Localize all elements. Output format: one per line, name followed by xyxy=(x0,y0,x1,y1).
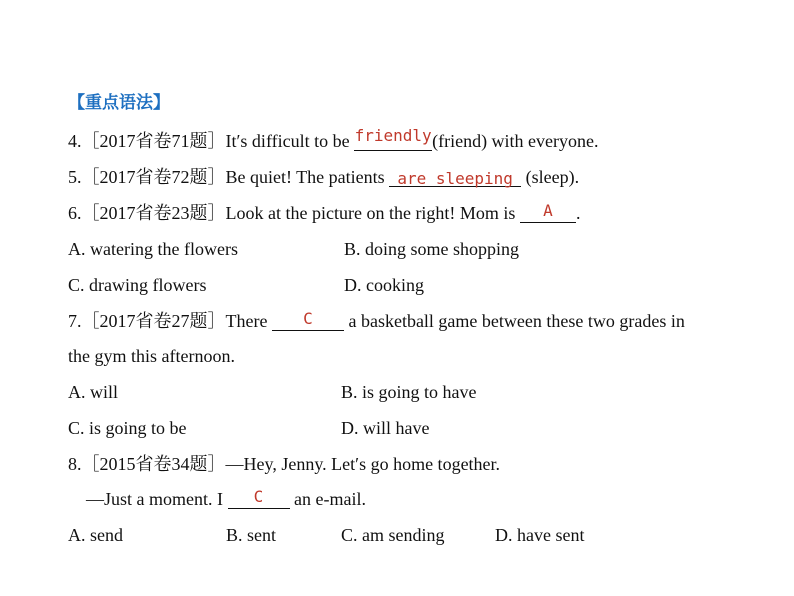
question-7-option-b: B. is going to have xyxy=(341,382,477,402)
question-6-answer: A xyxy=(543,201,553,220)
question-6-suffix: . xyxy=(575,203,581,223)
question-8-option-c: C. am sending xyxy=(341,525,445,545)
question-5-blank xyxy=(389,168,521,187)
question-8-option-a: A. send xyxy=(68,525,123,545)
question-6-text: 6.［2017省卷23题］Look at the picture on the right! Mom is xyxy=(68,203,520,223)
question-4-text: 4.［2017省卷71题］It′s difficult to be xyxy=(68,131,355,151)
question-4-answer: friendly xyxy=(354,126,432,145)
question-6 xyxy=(68,202,580,224)
question-7-line-2: the gym this afternoon. xyxy=(68,346,235,366)
question-7 xyxy=(68,310,685,332)
question-8-option-b: B. sent xyxy=(226,525,277,545)
question-8-text: —Just a moment. I xyxy=(86,489,228,509)
question-4-suffix: (friend) with everyone. xyxy=(432,131,599,151)
question-7-option-d: D. will have xyxy=(341,418,430,438)
question-4-blank xyxy=(354,126,432,151)
question-4 xyxy=(68,126,599,152)
question-7-option-c: C. is going to be xyxy=(68,418,187,438)
question-7-option-a: A. will xyxy=(68,382,119,402)
question-6-option-c: C. drawing flowers xyxy=(68,275,207,295)
question-8-answer: C xyxy=(253,487,264,506)
question-7-blank xyxy=(272,309,344,331)
question-5-suffix: (sleep). xyxy=(521,167,580,187)
question-8-option-d: D. have sent xyxy=(495,525,585,545)
question-6-option-b: B. doing some shopping xyxy=(344,239,520,259)
question-6-option-a: A. watering the flowers xyxy=(68,239,238,259)
question-7-answer: C xyxy=(303,309,313,328)
question-5-text: 5.［2017省卷72题］Be quiet! The patients xyxy=(68,167,390,187)
question-7-suffix: a basketball game between these two grades in xyxy=(343,311,685,331)
question-7-text: 7.［2017省卷27题］There xyxy=(68,311,272,331)
question-6-option-d: D. cooking xyxy=(344,275,424,295)
section-heading: 【重点语法】 xyxy=(68,93,170,113)
question-8: 8.［2015省卷34题］—Hey, Jenny. Let′s go home together. xyxy=(68,454,501,474)
question-8-blank xyxy=(228,487,290,509)
question-8-suffix: an e-mail. xyxy=(289,489,366,509)
question-6-blank xyxy=(520,201,576,223)
question-8-reply xyxy=(86,488,366,510)
question-5 xyxy=(68,166,579,188)
question-5-answer: are sleeping xyxy=(397,169,513,188)
